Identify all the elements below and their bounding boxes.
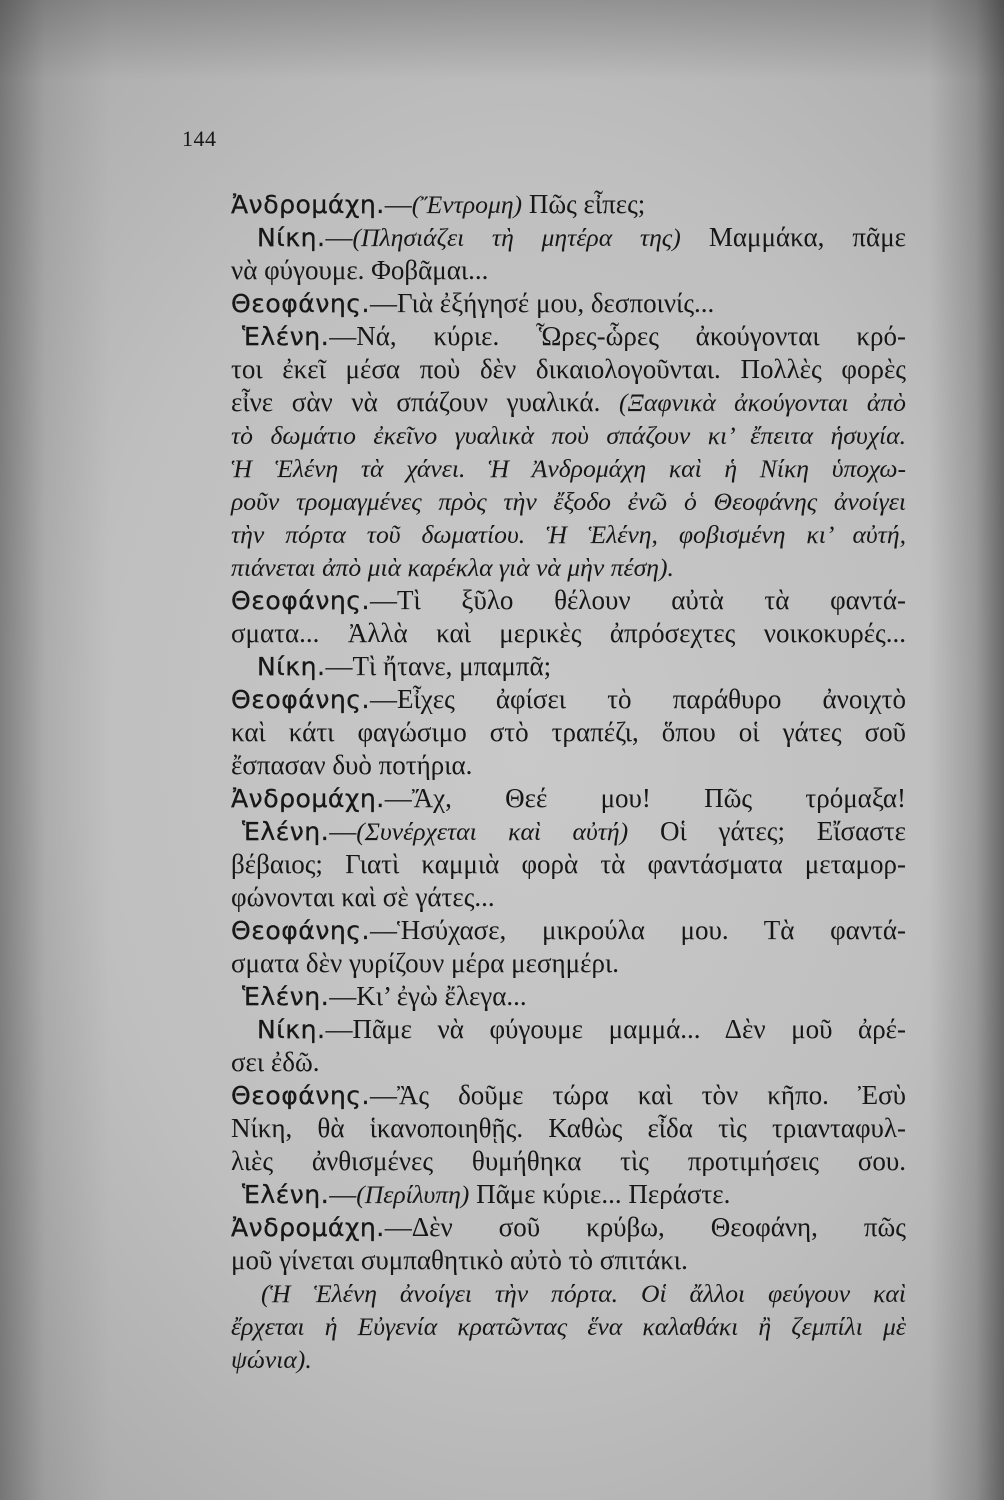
- text-line: [231, 1244, 906, 1277]
- speaker-name: Ἑλένη.: [242, 817, 330, 846]
- speaker-name: Νίκη.: [257, 652, 326, 681]
- text-line: [231, 485, 906, 518]
- text-line: [231, 716, 906, 749]
- text-line: [231, 551, 906, 584]
- text-line: [231, 419, 906, 452]
- text-line: [231, 1112, 906, 1145]
- text-line: [231, 1310, 906, 1343]
- text-line: [231, 848, 906, 881]
- text-block: [231, 188, 906, 1376]
- stage-direction: πιάνεται ἀπὸ μιὰ καρέκλα γιὰ νὰ μὴν πέση).: [231, 553, 674, 582]
- speaker-name: Νίκη.: [257, 1015, 326, 1044]
- text-line: [231, 1178, 906, 1211]
- dash: —: [329, 1179, 357, 1209]
- text-line: [231, 452, 906, 485]
- dialogue-text: —Ἂς δοῦμε τώρα καὶ τὸν κῆπο. Ἐσὺ: [369, 1080, 906, 1110]
- text-line: [231, 584, 906, 617]
- dialogue-text: τοι ἐκεῖ μέσα ποὺ δὲν δικαιολογοῦνται. Πολλὲς φορὲς: [231, 354, 906, 384]
- dialogue-text: Πᾶμε κύριε... Περάστε.: [469, 1179, 731, 1209]
- stage-direction: (Ἔντρομη): [411, 190, 523, 219]
- speaker-name: Θεοφάνης.: [231, 586, 370, 615]
- dialogue-text: καὶ κάτι φαγώσιμο στὸ τραπέζι, ὅπου οἱ γάτες σοῦ: [231, 717, 906, 747]
- stage-direction: ἔρχεται ἡ Εὐγενία κρατῶντας ἕνα καλαθάκι ἢ ζεμπίλι μὲ: [231, 1312, 906, 1341]
- speaker-name: Θεοφάνης.: [231, 289, 370, 318]
- dialogue-text: σματα δὲν γυρίζουν μέρα μεσημέρι.: [231, 948, 619, 978]
- dialogue-text: —Νά, κύριε. Ὧρες-ὧρες ἀκούγονται κρό-: [329, 321, 906, 351]
- speaker-name: Νίκη.: [257, 223, 326, 252]
- dialogue-text: —Κι’ ἐγὼ ἔλεγα...: [329, 981, 527, 1011]
- dialogue-text: Οἱ γάτες; Εἴσαστε: [628, 816, 906, 846]
- dialogue-text: βέβαιος; Γιατὶ καμμιὰ φορὰ τὰ φαντάσματα μεταμορ-: [231, 849, 906, 879]
- stage-direction: (Συνέρχεται καὶ αὐτή): [356, 817, 629, 846]
- text-line: [231, 782, 906, 815]
- text-line: [231, 1013, 906, 1046]
- dialogue-text: —Τὶ ἤτανε, μπαμπᾶ;: [325, 651, 552, 681]
- text-line: [231, 221, 906, 254]
- text-line: [231, 914, 906, 947]
- stage-direction: (Ἡ Ἑλένη ἀνοίγει τὴν πόρτα. Οἱ ἄλλοι φεύγουν καὶ: [261, 1279, 906, 1308]
- dialogue-text: μοῦ γίνεται συμπαθητικὸ αὐτὸ τὸ σπιτάκι.: [231, 1245, 688, 1275]
- text-line: [231, 1079, 906, 1112]
- text-line: [231, 1046, 906, 1079]
- dialogue-text: σει ἐδῶ.: [231, 1047, 320, 1077]
- text-line: [231, 749, 906, 782]
- dialogue-text: φώνονται καὶ σὲ γάτες...: [231, 882, 495, 912]
- text-line: [231, 386, 906, 419]
- stage-direction: Ἡ Ἑλένη τὰ χάνει. Ἡ Ἀνδρομάχη καὶ ἡ Νίκη ὑποχω-: [231, 454, 906, 483]
- speaker-name: Ἀνδρομάχη.: [231, 190, 385, 219]
- dialogue-text: Πῶς εἶπες;: [522, 189, 646, 219]
- text-line: [231, 1277, 906, 1310]
- speaker-name: Ἀνδρομάχη.: [231, 1213, 385, 1242]
- text-line: [231, 1211, 906, 1244]
- dialogue-text: σματα... Ἀλλὰ καὶ μερικὲς ἀπρόσεχτες νοικοκυρές...: [231, 618, 906, 648]
- speaker-name: Ἑλένη.: [242, 1180, 330, 1209]
- dialogue-text: νὰ φύγουμε. Φοβᾶμαι...: [231, 255, 489, 285]
- text-line: [231, 320, 906, 353]
- dash: —: [325, 222, 353, 252]
- dialogue-text: Μαμμάκα, πᾶμε: [680, 222, 907, 252]
- page-number: 144: [182, 126, 217, 151]
- text-line: [231, 353, 906, 386]
- dialogue-text: λιὲς ἀνθισμένες θυμήθηκα τὶς προτιμήσεις σου.: [231, 1146, 906, 1176]
- stage-direction: ροῦν τρομαγμένες πρὸς τὴν ἔξοδο ἐνῶ ὁ Θεοφάνης ἀνοίγει: [231, 487, 906, 516]
- dash: —: [329, 816, 357, 846]
- dialogue-text: Νίκη, θὰ ἱκανοποιηθῇς. Καθὼς εἶδα τὶς τριανταφυλ-: [231, 1113, 906, 1143]
- dash: —: [384, 189, 412, 219]
- stage-direction: ψώνια).: [231, 1345, 312, 1374]
- text-line: [231, 287, 906, 320]
- text-line: [231, 254, 906, 287]
- dialogue-text: —Ἄχ, Θεέ μου! Πῶς τρόμαξα!: [384, 783, 906, 813]
- dialogue-text: ἔσπασαν δυὸ ποτήρια.: [231, 750, 473, 780]
- text-line: [231, 518, 906, 551]
- speaker-name: Ἀνδρομάχη.: [231, 784, 385, 813]
- text-line: [231, 1145, 906, 1178]
- dialogue-text: εἶνε σὰν νὰ σπάζουν γυαλικά.: [231, 387, 619, 417]
- stage-direction: (Ξαφνικὰ ἀκούγονται ἀπὸ: [618, 388, 906, 417]
- text-line: [231, 1343, 906, 1376]
- stage-direction: (Περίλυπη): [356, 1180, 470, 1209]
- speaker-name: Θεοφάνης.: [231, 916, 370, 945]
- stage-direction: (Πλησιάζει τὴ μητέρα της): [352, 223, 681, 252]
- speaker-name: Ἑλένη.: [242, 982, 330, 1011]
- text-line: [231, 617, 906, 650]
- speaker-name: Θεοφάνης.: [231, 685, 370, 714]
- dialogue-text: —Πᾶμε νὰ φύγουμε μαμμά... Δὲν μοῦ ἀρέ-: [325, 1014, 906, 1044]
- dialogue-text: —Ἡσύχασε, μικρούλα μου. Τὰ φαντά-: [369, 915, 906, 945]
- stage-direction: τὸ δωμάτιο ἐκεῖνο γυαλικὰ ποὺ σπάζουν κι’ ἔπειτα ἡσυχία.: [231, 421, 906, 450]
- text-line: [231, 947, 906, 980]
- speaker-name: Θεοφάνης.: [231, 1081, 370, 1110]
- text-line: [231, 683, 906, 716]
- text-line: [231, 815, 906, 848]
- dialogue-text: —Δὲν σοῦ κρύβω, Θεοφάνη, πῶς: [384, 1212, 906, 1242]
- dialogue-text: —Γιὰ ἐξήγησέ μου, δεσποινίς...: [369, 288, 715, 318]
- text-line: [231, 650, 906, 683]
- text-line: [231, 980, 906, 1013]
- dialogue-text: —Εἶχες ἀφίσει τὸ παράθυρο ἀνοιχτὸ: [369, 684, 906, 714]
- speaker-name: Ἑλένη.: [242, 322, 330, 351]
- dialogue-text: —Τὶ ξῦλο θέλουν αὐτὰ τὰ φαντά-: [369, 585, 906, 615]
- text-line: [231, 188, 906, 221]
- text-line: [231, 881, 906, 914]
- stage-direction: τὴν πόρτα τοῦ δωματίου. Ἡ Ἑλένη, φοβισμένη κι’ αὐτή,: [231, 520, 906, 549]
